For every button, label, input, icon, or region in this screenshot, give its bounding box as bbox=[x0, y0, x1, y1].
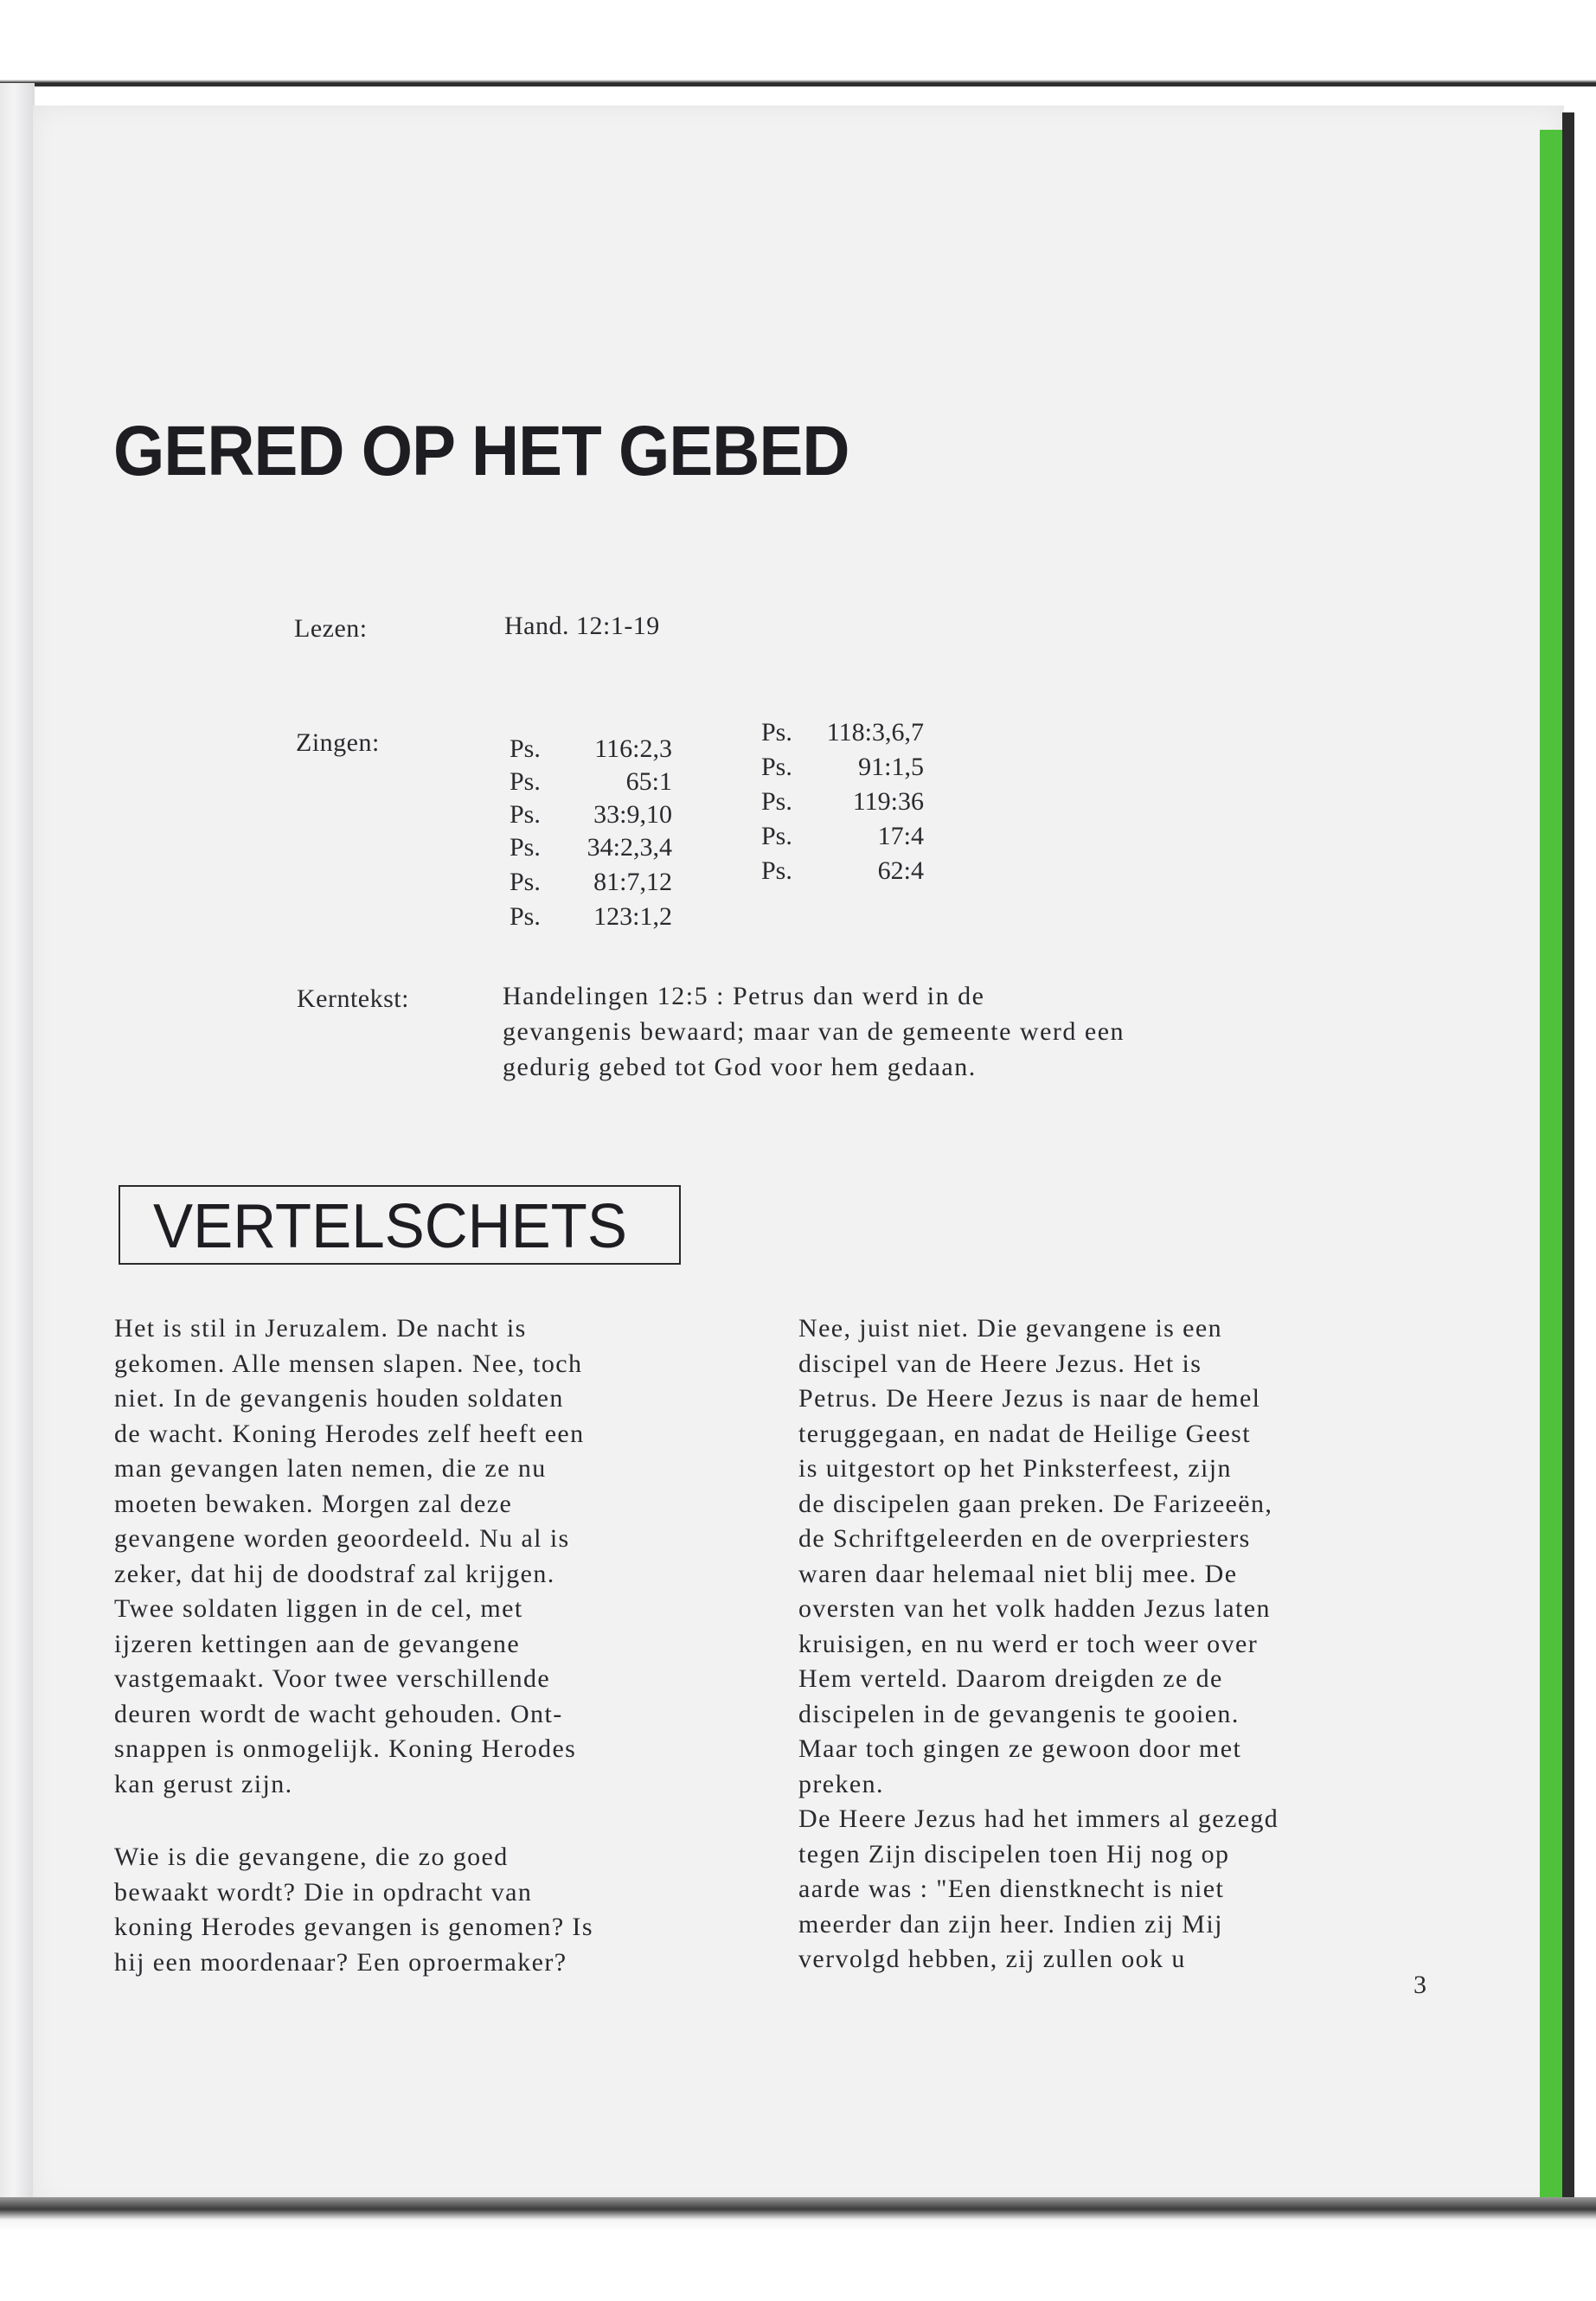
text-line: oversten van het volk hadden Jezus laten bbox=[798, 1594, 1271, 1623]
text-line: Twee soldaten liggen in de cel, met bbox=[114, 1594, 523, 1623]
text-line: de discipelen gaan preken. De Farizeeën, bbox=[798, 1489, 1273, 1518]
text-line: preken. bbox=[798, 1769, 884, 1798]
text-line: ijzeren kettingen aan de gevangene bbox=[114, 1629, 521, 1658]
text-line: is uitgestort op het Pinksterfeest, zijn bbox=[798, 1454, 1232, 1483]
psalm-ref: Ps. 123:1,2 bbox=[510, 902, 672, 931]
text-line: koning Herodes gevangen is genomen? Is bbox=[114, 1913, 593, 1941]
text-line: Petrus. De Heere Jezus is naar de hemel bbox=[798, 1384, 1261, 1413]
text-line: discipel van de Heere Jezus. Het is bbox=[798, 1349, 1202, 1378]
text-line: meerder dan zijn heer. Indien zij Mij bbox=[798, 1909, 1223, 1939]
text-line: Hem verteld. Daarom dreigden ze de bbox=[798, 1664, 1223, 1693]
text-line: gekomen. Alle mensen slapen. Nee, toch bbox=[114, 1349, 583, 1378]
zingen-label: Zingen: bbox=[296, 728, 380, 757]
text-line: Het is stil in Jeruzalem. De nacht is bbox=[114, 1314, 527, 1343]
text-line: man gevangen laten nemen, die ze nu bbox=[114, 1454, 547, 1483]
binder-bottom-edge bbox=[0, 2197, 1596, 2301]
psalm-ref: Ps. 17:4 bbox=[761, 822, 924, 850]
binder-top-edge bbox=[0, 0, 1596, 87]
section-heading: VERTELSCHETS bbox=[153, 1192, 628, 1261]
text-line: Handelingen 12:5 : Petrus dan werd in de bbox=[503, 982, 985, 1010]
text-line: Wie is die gevangene, die zo goed bbox=[114, 1843, 509, 1871]
text-line: zeker, dat hij de doodstraf zal krijgen. bbox=[114, 1559, 555, 1588]
text-line: kan gerust zijn. bbox=[114, 1769, 293, 1798]
text-line: kruisigen, en nu werd er toch weer over bbox=[798, 1629, 1259, 1658]
text-line: Nee, juist niet. Die gevangene is een bbox=[798, 1314, 1222, 1343]
binder-right-edge bbox=[1562, 112, 1574, 2206]
lezen-value: Hand. 12:1-19 bbox=[504, 612, 660, 640]
kerntekst-label: Kerntekst: bbox=[297, 984, 409, 1013]
text-line: waren daar helemaal niet blij mee. De bbox=[798, 1559, 1238, 1588]
text-line: gevangenis bewaard; maar van de gemeente werd een bbox=[503, 1017, 1125, 1046]
text-line: niet. In de gevangenis houden soldaten bbox=[114, 1384, 564, 1413]
text-line: gevangene worden geoordeeld. Nu al is bbox=[114, 1524, 570, 1553]
green-binder-strip bbox=[1540, 130, 1562, 2206]
text-line: de Schriftgeleerden en de overpriesters bbox=[798, 1524, 1251, 1553]
text-line: deuren wordt de wacht gehouden. Ont- bbox=[114, 1699, 563, 1728]
text-line: bewaakt wordt? Die in opdracht van bbox=[114, 1877, 533, 1907]
psalm-ref: Ps. 91:1,5 bbox=[761, 753, 924, 781]
text-line: hij een moordenaar? Een oproermaker? bbox=[114, 1947, 567, 1977]
text-line: vastgemaakt. Voor twee verschillende bbox=[114, 1664, 551, 1693]
psalm-ref: Ps. 119:36 bbox=[761, 787, 924, 816]
psalm-ref: Ps. 33:9,10 bbox=[510, 800, 672, 829]
psalm-ref: Ps. 118:3,6,7 bbox=[761, 718, 924, 747]
psalm-ref: Ps. 34:2,3,4 bbox=[510, 833, 672, 862]
kerntekst-text bbox=[503, 978, 1307, 1085]
text-line: moeten bewaken. Morgen zal deze bbox=[114, 1489, 513, 1518]
paragraph bbox=[114, 1311, 737, 1802]
lezen-label: Lezen: bbox=[294, 614, 368, 643]
story-column-right bbox=[798, 1311, 1428, 1977]
paragraph bbox=[114, 1840, 737, 1980]
story-column-left bbox=[114, 1311, 737, 1980]
text-line: De Heere Jezus had het immers al gezegd bbox=[798, 1804, 1279, 1833]
psalm-ref: Ps. 65:1 bbox=[510, 767, 672, 796]
page-number: 3 bbox=[1413, 1971, 1426, 1999]
psalm-ref: Ps. 81:7,12 bbox=[510, 868, 672, 896]
text-line: Maar toch gingen ze gewoon door met bbox=[798, 1734, 1242, 1763]
psalm-ref: Ps. 62:4 bbox=[761, 856, 924, 885]
text-line: gedurig gebed tot God voor hem gedaan. bbox=[503, 1053, 977, 1081]
text-line: tegen Zijn discipelen toen Hij nog op bbox=[798, 1839, 1230, 1868]
text-line: teruggegaan, en nadat de Heilige Geest bbox=[798, 1419, 1251, 1448]
text-line: vervolgd hebben, zij zullen ook u bbox=[798, 1945, 1186, 1973]
text-line: de wacht. Koning Herodes zelf heeft een bbox=[114, 1419, 585, 1448]
text-line: aarde was : "Een dienstknecht is niet bbox=[798, 1875, 1225, 1903]
psalm-ref: Ps. 116:2,3 bbox=[510, 734, 672, 763]
text-line: discipelen in de gevangenis te gooien. bbox=[798, 1699, 1240, 1728]
text-line: snappen is onmogelijk. Koning Herodes bbox=[114, 1734, 577, 1763]
binder-left-edge bbox=[0, 83, 35, 2228]
page-title: GERED OP HET GEBED bbox=[113, 412, 849, 490]
